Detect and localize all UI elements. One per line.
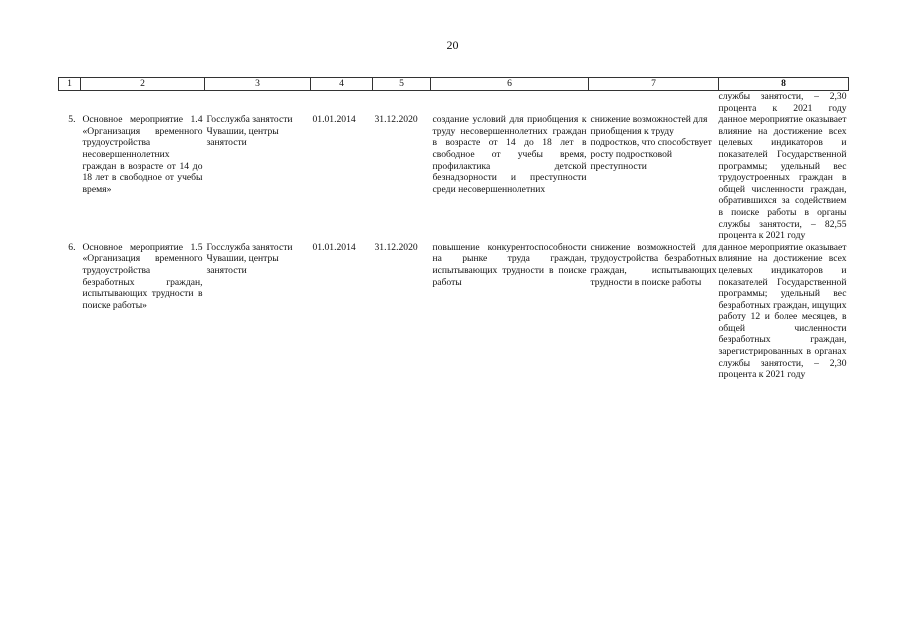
table-row (59, 114, 849, 242)
row-number (59, 91, 81, 115)
start-date: 01.01.2014 (312, 114, 356, 126)
end-date: 31.12.2020 (374, 241, 418, 253)
expected-result (431, 91, 589, 115)
page-number: 20 (446, 38, 459, 52)
measure-name: Основное мероприятие 1.4 «Организация временного трудоустройства несовершеннолетних граждан в возрасте от 14 до 18 лет в свободное от учебы время» (82, 114, 203, 195)
measure-name (81, 91, 205, 115)
header-col-8: 8 (719, 78, 849, 91)
executor (205, 91, 311, 115)
start-date (311, 91, 373, 115)
expected-result: повышение конкурентоспособности на рынке труда граждан, испытывающих трудности в поиске работы (432, 241, 587, 288)
indicator-link: данное мероприятие оказывает влияние на достижение всех целевых индикаторов и показателей Государственной программы; удельный вес трудоустроенных граждан в общей численности граждан, обратившихся за содействием в поиске работы в органы службы занятости, – 82,55 процента к 2021 году (718, 114, 847, 242)
table-row-continuation (59, 91, 849, 115)
indicator-link: службы занятости, – 2,30 процента к 2021 году (718, 91, 847, 114)
header-col-4: 4 (311, 78, 373, 91)
header-col-6: 6 (431, 78, 589, 91)
indicator-link: данное мероприятие оказывает влияние на достижение всех целевых индикаторов и показателей Государственной программы; удельный вес безработных граждан, ищущих работу 12 и более месяцев, в общей численности безработных граждан, зарегистрированных в органах службы занятости, – 2,30 процента к 2021 году (718, 241, 847, 381)
header-col-5: 5 (373, 78, 431, 91)
end-date (373, 91, 431, 115)
header-col-7: 7 (589, 78, 719, 91)
header-col-2: 2 (81, 78, 205, 91)
header-row (59, 78, 849, 91)
table-row (59, 242, 849, 381)
non-implementation-consequence: снижение возможностей для приобщения к труду подростков, что способствует росту подростковой преступности (590, 114, 712, 172)
non-implementation-consequence (589, 91, 719, 115)
measures-table (58, 77, 849, 381)
measure-name: Основное мероприятие 1.5 «Организация временного трудоустройства безработных граждан, испытывающих трудности в поиске работы» (82, 241, 203, 311)
executor: Госслужба занятости Чувашии, центры занятости (206, 114, 293, 149)
row-number: 5. (68, 114, 76, 126)
non-implementation-consequence: снижение возможностей для трудоустройства безработных граждан, испытывающих трудности в поиске работы (590, 241, 717, 288)
header-col-3: 3 (205, 78, 311, 91)
executor: Госслужба занятости Чувашии, центры занятости (206, 241, 293, 276)
start-date: 01.01.2014 (312, 241, 356, 253)
end-date: 31.12.2020 (374, 114, 418, 126)
row-number: 6. (68, 241, 76, 253)
expected-result: создание условий для приобщения к труду несовершеннолетних граждан в возрасте от 14 до 18 лет в свободное от учебы время, профилактика детской безнадзорности и преступности среди несовершеннолетних (432, 114, 587, 195)
header-col-1: 1 (59, 78, 81, 91)
